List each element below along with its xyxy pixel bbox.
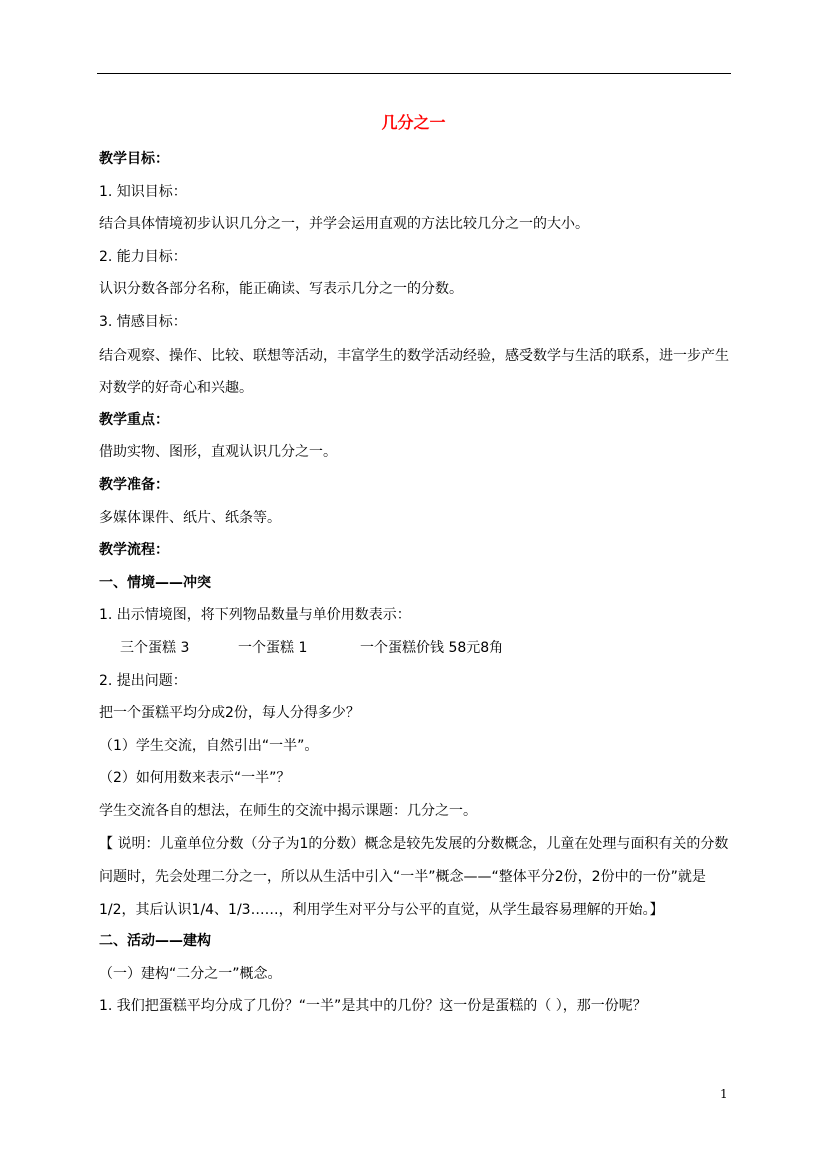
section2-heading: 二、活动——建构 xyxy=(99,933,211,950)
flow-heading: 教学流程： xyxy=(99,542,169,559)
header-rule xyxy=(97,73,731,74)
goal2-label: 2. 能力目标： xyxy=(99,248,187,265)
s1-values-row xyxy=(99,637,739,670)
key-text: 借助实物、图形，直观认识几分之一。 xyxy=(99,444,337,461)
note-paragraph: 【 说明：儿童单位分数（分子为1的分数）概念是较先发展的分数概念，儿童在处理与面积有关的分数问题时，先会处理二分之一，所以从生活中引入“一半”概念——“整体平分2份，2份中的一份”就是1/2，其后认识1/4、1/3……，利用学生对平分与公平的直觉，从学生最容易理解的开始。】 xyxy=(99,836,729,918)
goal2-text: 认识分数各部分名称，能正确读、写表示几分之一的分数。 xyxy=(99,281,463,298)
s1-value-c: 一个蛋糕价钱 58元8角 xyxy=(360,639,504,656)
section1-heading: 一、情境——冲突 xyxy=(99,574,211,591)
s1-reveal: 学生交流各自的想法，在师生的交流中揭示课题：几分之一。 xyxy=(99,802,477,819)
goal1-label: 1. 知识目标： xyxy=(99,183,187,200)
s1-sub2: （2）如何用数来表示“一半”？ xyxy=(99,770,291,787)
page-number: 1 xyxy=(720,1087,728,1101)
key-heading: 教学重点： xyxy=(99,411,169,428)
goals-heading: 教学目标： xyxy=(99,151,169,167)
document-body xyxy=(99,148,739,1028)
s1-question: 把一个蛋糕平均分成2份，每人分得多少？ xyxy=(99,705,360,722)
s2-item1: 1. 我们把蛋糕平均分成了几份？“一半”是其中的几份？这一份是蛋糕的（ ），那一份呢？ xyxy=(99,998,647,1015)
goal1-text: 结合具体情境初步认识几分之一，并学会运用直观的方法比较几分之一的大小。 xyxy=(99,216,589,233)
s2-sub1: （一）建构“二分之一”概念。 xyxy=(99,965,282,982)
s1-value-b: 一个蛋糕 1 xyxy=(238,639,308,656)
page-title: 几分之一 xyxy=(381,113,446,132)
goal3-text: 结合观察、操作、比较、联想等活动，丰富学生的数学活动经验，感受数学与生活的联系，进一步产生对数学的好奇心和兴趣。 xyxy=(99,347,729,397)
goal3-label: 3. 情感目标： xyxy=(99,313,187,330)
s1-value-a: 三个蛋糕 3 xyxy=(120,639,190,656)
prep-text: 多媒体课件、纸片、纸条等。 xyxy=(99,509,281,526)
s1-sub1: （1）学生交流，自然引出“一半”。 xyxy=(99,737,319,754)
s1-item2: 2. 提出问题： xyxy=(99,672,187,689)
prep-heading: 教学准备： xyxy=(99,476,169,493)
s1-item1: 1. 出示情境图，将下列物品数量与单价用数表示： xyxy=(99,607,411,624)
